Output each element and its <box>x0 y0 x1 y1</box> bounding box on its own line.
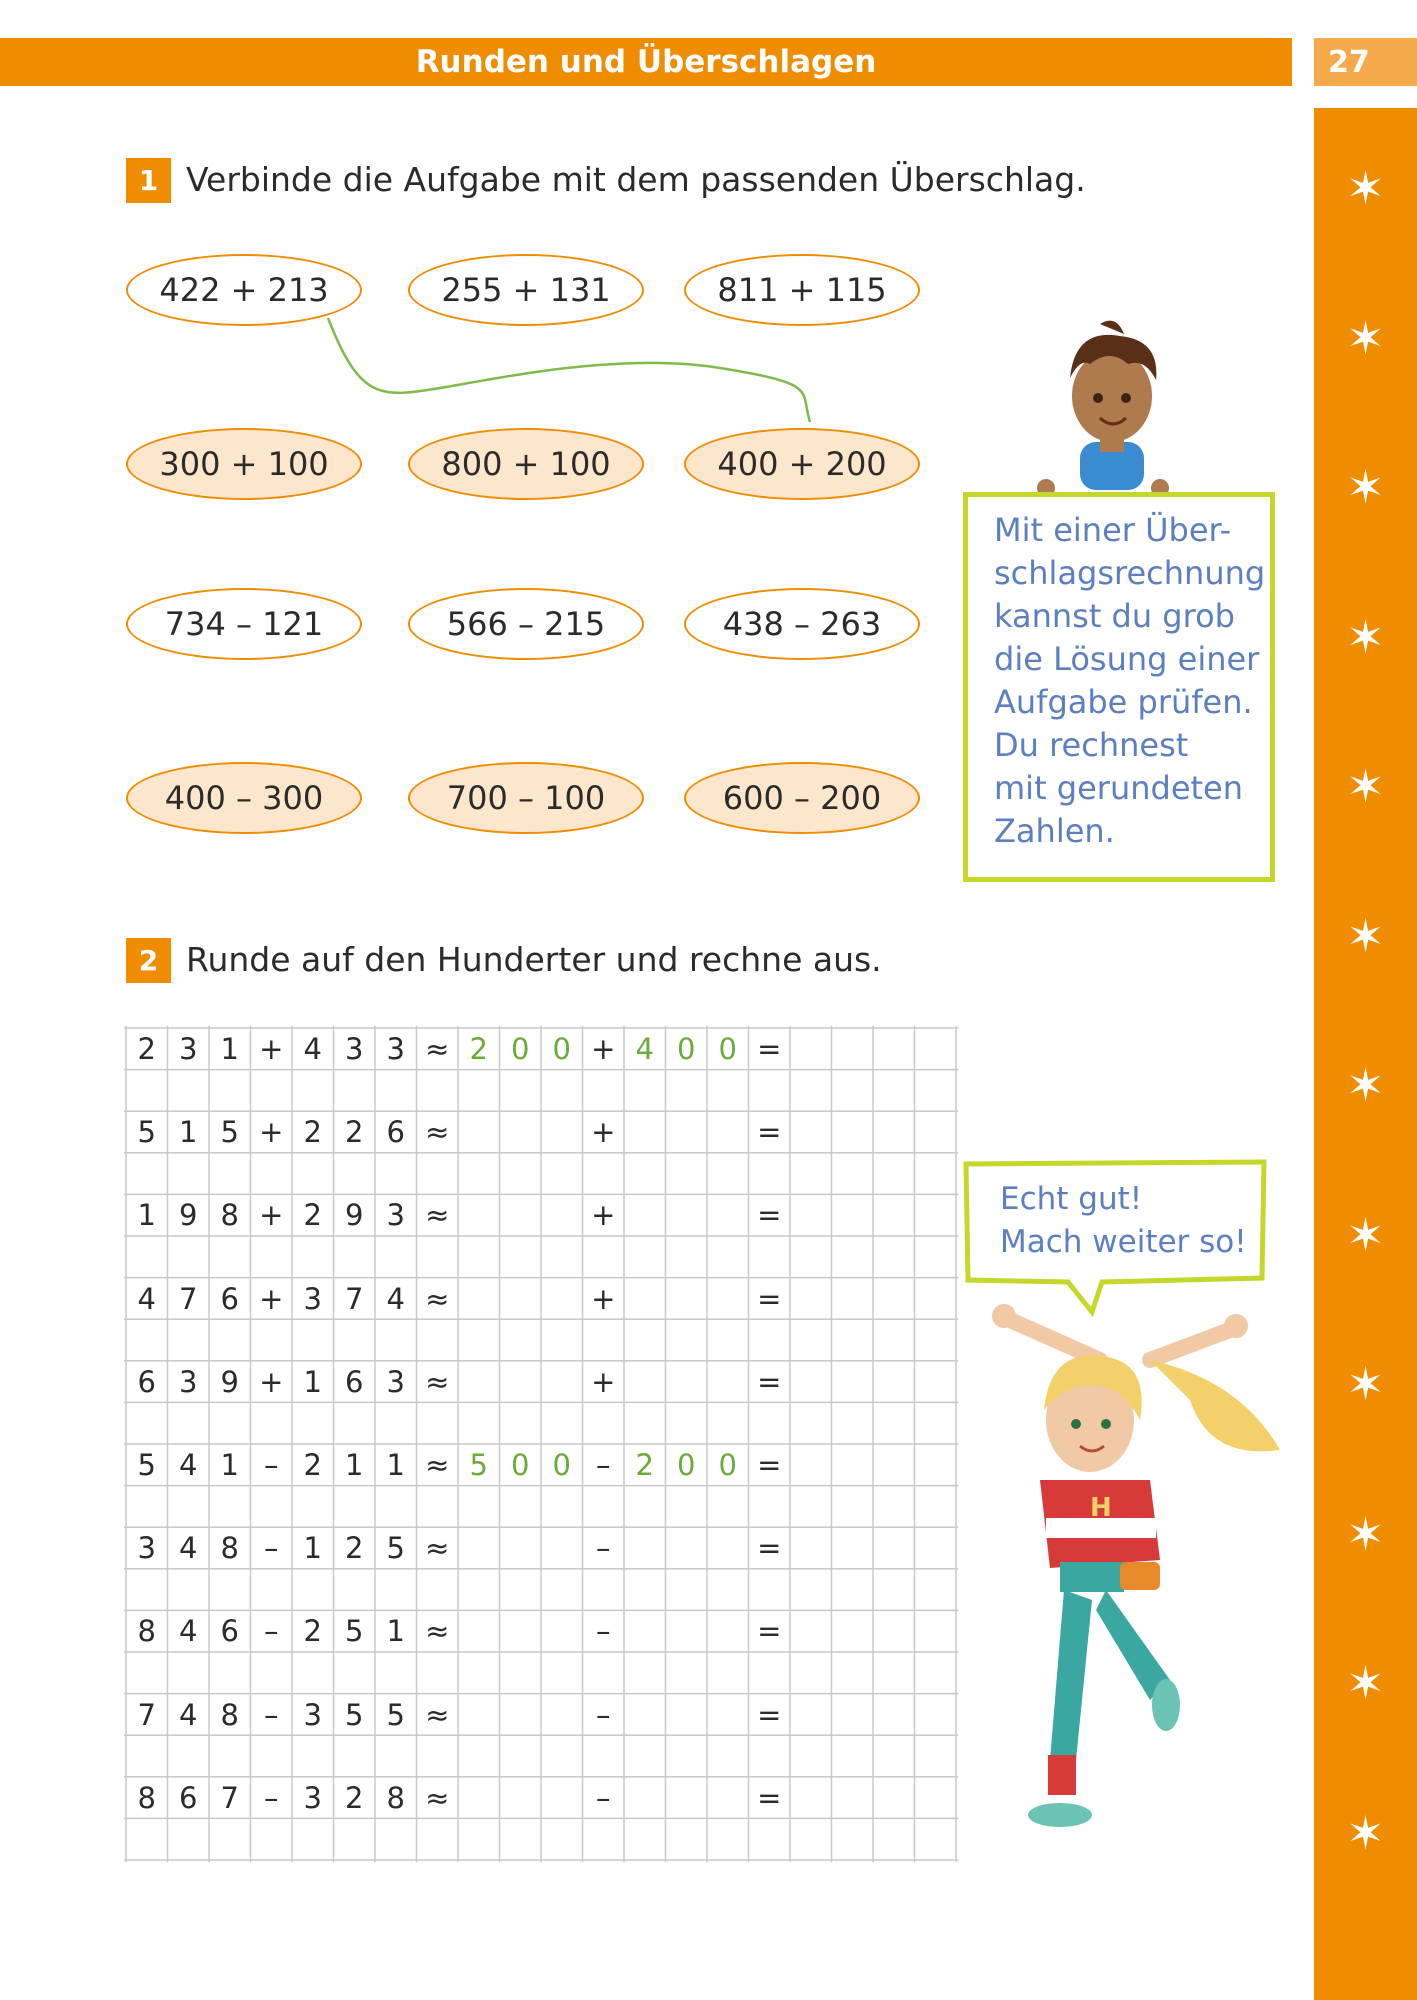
operator-cell: + <box>591 1198 616 1233</box>
answer-cell[interactable] <box>500 1111 542 1153</box>
star-icon: ✶ <box>1346 460 1385 514</box>
star-icon: ✶ <box>1346 609 1385 664</box>
operator-cell: + <box>591 1032 616 1066</box>
equals-cell: = <box>757 1115 782 1150</box>
answer-cell[interactable] <box>458 1111 500 1153</box>
task-cell: 2 <box>303 1614 322 1649</box>
answer-cell[interactable] <box>541 1694 583 1736</box>
answer-cell[interactable] <box>500 1527 542 1569</box>
answer-cell[interactable] <box>458 1361 500 1403</box>
equals-cell: = <box>757 1032 782 1066</box>
answer-cell[interactable] <box>500 1694 542 1736</box>
answer-cell[interactable] <box>666 1278 708 1320</box>
calc-row <box>126 1361 790 1403</box>
page-number: 27 <box>1328 44 1370 80</box>
task-cell: 5 <box>386 1697 405 1732</box>
task-cell: 5 <box>137 1115 156 1150</box>
hint-line: mit gerundeten <box>994 769 1244 807</box>
hint-line: kannst du grob <box>994 597 1235 635</box>
task-oval[interactable]: 566 – 215 <box>408 588 644 660</box>
task-cell: 9 <box>345 1198 364 1233</box>
task-oval[interactable]: 811 + 115 <box>684 254 920 326</box>
answer-cell[interactable] <box>458 1777 500 1819</box>
calc-row <box>126 1694 790 1736</box>
task-cell: 2 <box>137 1032 156 1066</box>
equals-cell: = <box>757 1448 782 1482</box>
answer-cell[interactable] <box>666 1694 708 1736</box>
equals-cell: = <box>757 1780 782 1815</box>
task-cell: 4 <box>179 1697 198 1732</box>
answer-cell[interactable] <box>624 1278 666 1320</box>
calc-row <box>126 1028 790 1070</box>
estimate-oval[interactable]: 600 – 200 <box>684 762 920 834</box>
hint-line: die Lösung einer <box>994 640 1260 678</box>
task-cell: ≈ <box>425 1115 450 1150</box>
answer-cell[interactable]: 4 <box>635 1032 654 1066</box>
task-cell: 6 <box>137 1364 156 1399</box>
task-cell: 1 <box>386 1448 405 1482</box>
task-cell: 8 <box>137 1780 156 1815</box>
praise-line-2: Mach weiter so! <box>1000 1224 1247 1260</box>
answer-cell[interactable]: 0 <box>718 1032 737 1066</box>
task-2-instruction: Runde auf den Hunderter und rechne aus. <box>186 940 882 979</box>
answer-cell[interactable] <box>707 1694 749 1736</box>
calc-row <box>126 1777 790 1819</box>
calc-row <box>126 1444 790 1486</box>
task-cell: ≈ <box>425 1032 450 1066</box>
task-cell: 3 <box>179 1032 198 1066</box>
task-oval[interactable]: 734 – 121 <box>126 588 362 660</box>
page-title: Runden und Überschlagen <box>415 44 877 80</box>
answer-cell[interactable]: 2 <box>469 1032 488 1066</box>
operator-cell: + <box>591 1281 616 1316</box>
task-cell: ≈ <box>425 1531 450 1566</box>
answer-cell[interactable] <box>707 1111 749 1153</box>
task-cell: 9 <box>220 1364 239 1399</box>
task-cell: 1 <box>386 1614 405 1649</box>
task-cell: 2 <box>345 1780 364 1815</box>
task-cell: 3 <box>386 1364 405 1399</box>
task-cell: ≈ <box>425 1364 450 1399</box>
answer-cell[interactable] <box>541 1194 583 1236</box>
task-cell: 5 <box>386 1531 405 1566</box>
star-icon: ✶ <box>1346 310 1385 365</box>
answer-cell[interactable]: 2 <box>635 1448 654 1482</box>
answer-cell[interactable] <box>458 1527 500 1569</box>
answer-cell[interactable] <box>707 1527 749 1569</box>
task-cell: 8 <box>220 1198 239 1233</box>
task-cell: 6 <box>386 1115 405 1150</box>
task-cell: – <box>264 1697 279 1732</box>
task-cell: + <box>259 1281 284 1316</box>
hint-line: schlagsrechnung <box>994 554 1266 592</box>
calc-row <box>126 1111 790 1153</box>
task-cell: – <box>264 1614 279 1649</box>
task-cell: 3 <box>386 1198 405 1233</box>
task-cell: – <box>264 1780 279 1815</box>
task-cell: 7 <box>137 1697 156 1732</box>
answer-cell[interactable] <box>666 1527 708 1569</box>
task-cell: 1 <box>179 1115 198 1150</box>
task-cell: 7 <box>179 1281 198 1316</box>
task-cell: 2 <box>303 1198 322 1233</box>
task-cell: ≈ <box>425 1281 450 1316</box>
task-1-instruction: Verbinde die Aufgabe mit dem passenden Überschlag. <box>186 160 1086 199</box>
task-cell: + <box>259 1115 284 1150</box>
answer-cell[interactable] <box>500 1777 542 1819</box>
task-cell: 8 <box>386 1780 405 1815</box>
task-cell: 1 <box>220 1448 239 1482</box>
star-icon: ✶ <box>1346 1058 1385 1112</box>
star-icon: ✶ <box>1346 161 1385 215</box>
answer-cell[interactable]: 0 <box>677 1448 696 1482</box>
answer-cell[interactable] <box>707 1361 749 1403</box>
task-cell: 2 <box>303 1115 322 1150</box>
answer-cell[interactable] <box>541 1278 583 1320</box>
task-cell: 3 <box>345 1032 364 1066</box>
task-cell: – <box>264 1531 279 1566</box>
task-cell: 6 <box>220 1281 239 1316</box>
answer-cell[interactable]: 5 <box>469 1448 488 1482</box>
task-cell: 1 <box>303 1364 322 1399</box>
operator-cell: – <box>596 1531 611 1566</box>
answer-cell[interactable] <box>666 1194 708 1236</box>
hint-line: Aufgabe prüfen. <box>994 683 1253 721</box>
task-cell: + <box>259 1198 284 1233</box>
answer-cell[interactable] <box>624 1111 666 1153</box>
answer-cell[interactable] <box>707 1278 749 1320</box>
estimate-oval[interactable]: 800 + 100 <box>408 428 644 500</box>
task-cell: ≈ <box>425 1198 450 1233</box>
hint-line: Zahlen. <box>994 812 1115 850</box>
star-icon: ✶ <box>1346 908 1385 963</box>
answer-cell[interactable] <box>624 1527 666 1569</box>
estimate-oval[interactable]: 400 – 300 <box>126 762 362 834</box>
estimate-oval[interactable]: 700 – 100 <box>408 762 644 834</box>
answer-cell[interactable] <box>500 1278 542 1320</box>
answer-cell[interactable] <box>666 1111 708 1153</box>
task-cell: 3 <box>386 1032 405 1066</box>
task-oval[interactable]: 255 + 131 <box>408 254 644 326</box>
estimate-oval[interactable]: 300 + 100 <box>126 428 362 500</box>
answer-cell[interactable] <box>541 1777 583 1819</box>
operator-cell: + <box>591 1115 616 1150</box>
equals-cell: = <box>757 1531 782 1566</box>
task-cell: 5 <box>345 1697 364 1732</box>
operator-cell: + <box>591 1364 616 1399</box>
operator-cell: – <box>596 1780 611 1815</box>
equals-cell: = <box>757 1281 782 1316</box>
answer-cell[interactable] <box>541 1610 583 1652</box>
answer-cell[interactable] <box>624 1610 666 1652</box>
calc-row <box>126 1194 790 1236</box>
answer-cell[interactable]: 0 <box>552 1448 571 1482</box>
star-icon: ✶ <box>1346 1656 1385 1710</box>
estimate-oval[interactable]: 400 + 200 <box>684 428 920 500</box>
star-icon: ✶ <box>1346 1357 1385 1411</box>
task-cell: 4 <box>386 1281 405 1316</box>
answer-cell[interactable]: 0 <box>718 1448 737 1482</box>
girl-illustration <box>980 1300 1290 1850</box>
task-cell: 4 <box>179 1531 198 1566</box>
task-cell: ≈ <box>425 1697 450 1732</box>
equals-cell: = <box>757 1697 782 1732</box>
equals-cell: = <box>757 1364 782 1399</box>
task-cell: ≈ <box>425 1448 450 1482</box>
task-cell: 5 <box>137 1448 156 1482</box>
hint-line: Mit einer Über- <box>994 511 1232 549</box>
calc-row <box>126 1610 790 1652</box>
answer-cell[interactable]: 0 <box>552 1032 571 1066</box>
answer-cell[interactable]: 0 <box>511 1032 530 1066</box>
hint-line: Du rechnest <box>994 726 1189 764</box>
task-cell: 3 <box>303 1281 322 1316</box>
answer-cell[interactable] <box>500 1361 542 1403</box>
praise-text <box>1000 1178 1247 1264</box>
task-cell: 8 <box>220 1531 239 1566</box>
task-cell: 3 <box>303 1697 322 1732</box>
answer-cell[interactable] <box>458 1610 500 1652</box>
task-cell: 2 <box>345 1115 364 1150</box>
operator-cell: – <box>596 1614 611 1649</box>
task-cell: 4 <box>179 1448 198 1482</box>
answer-cell[interactable] <box>541 1361 583 1403</box>
task-cell: 3 <box>137 1531 156 1566</box>
svg-text:H: H <box>1090 1493 1112 1523</box>
answer-cell[interactable] <box>624 1777 666 1819</box>
calc-row <box>126 1527 790 1569</box>
answer-cell[interactable] <box>624 1194 666 1236</box>
answer-cell[interactable] <box>707 1777 749 1819</box>
task-cell: 3 <box>179 1364 198 1399</box>
answer-cell[interactable] <box>500 1610 542 1652</box>
task-cell: + <box>259 1364 284 1399</box>
task-cell: 1 <box>137 1198 156 1233</box>
task-cell: 2 <box>303 1448 322 1482</box>
star-icon: ✶ <box>1346 1805 1385 1860</box>
task-cell: 3 <box>303 1780 322 1815</box>
equals-cell: = <box>757 1198 782 1233</box>
task-cell: 6 <box>220 1614 239 1649</box>
task-cell: ≈ <box>425 1614 450 1649</box>
operator-cell: – <box>596 1697 611 1732</box>
answer-cell[interactable] <box>458 1194 500 1236</box>
star-icon: ✶ <box>1346 1506 1385 1561</box>
answer-cell[interactable] <box>707 1610 749 1652</box>
task-cell: 2 <box>345 1531 364 1566</box>
answer-cell[interactable] <box>624 1694 666 1736</box>
task-cell: 1 <box>220 1032 239 1066</box>
task-cell: ≈ <box>425 1780 450 1815</box>
answer-cell[interactable] <box>458 1694 500 1736</box>
answer-cell[interactable] <box>624 1361 666 1403</box>
task-cell: 7 <box>220 1780 239 1815</box>
task-cell: 4 <box>303 1032 322 1066</box>
equals-cell: = <box>757 1614 782 1649</box>
task-cell: 5 <box>345 1614 364 1649</box>
task-cell: 1 <box>303 1531 322 1566</box>
task-oval[interactable]: 422 + 213 <box>126 254 362 326</box>
task-cell: 5 <box>220 1115 239 1150</box>
task-2-number: 2 <box>126 938 171 983</box>
task-cell: 6 <box>345 1364 364 1399</box>
task-cell: 6 <box>179 1780 198 1815</box>
task-cell: 8 <box>220 1697 239 1732</box>
task-cell: + <box>259 1032 284 1066</box>
answer-cell[interactable] <box>500 1194 542 1236</box>
task-oval[interactable]: 438 – 263 <box>684 588 920 660</box>
calc-row <box>126 1278 790 1320</box>
task-cell: 4 <box>179 1614 198 1649</box>
answer-cell[interactable]: 0 <box>677 1032 696 1066</box>
answer-cell[interactable] <box>666 1610 708 1652</box>
answer-cell[interactable] <box>541 1527 583 1569</box>
answer-cell[interactable] <box>541 1111 583 1153</box>
answer-cell[interactable] <box>458 1278 500 1320</box>
answer-cell[interactable] <box>666 1777 708 1819</box>
answer-cell[interactable] <box>707 1194 749 1236</box>
task-cell: 7 <box>345 1281 364 1316</box>
praise-line-1: Echt gut! <box>1000 1181 1143 1217</box>
task-1-number: 1 <box>126 158 171 203</box>
answer-cell[interactable]: 0 <box>511 1448 530 1482</box>
star-icon: ✶ <box>1346 759 1385 813</box>
task-cell: – <box>264 1448 279 1482</box>
star-icon: ✶ <box>1346 1207 1385 1262</box>
task-cell: 4 <box>137 1281 156 1316</box>
task-cell: 9 <box>179 1198 198 1233</box>
task-cell: 8 <box>137 1614 156 1649</box>
operator-cell: – <box>596 1448 611 1482</box>
answer-cell[interactable] <box>666 1361 708 1403</box>
task-cell: 1 <box>345 1448 364 1482</box>
